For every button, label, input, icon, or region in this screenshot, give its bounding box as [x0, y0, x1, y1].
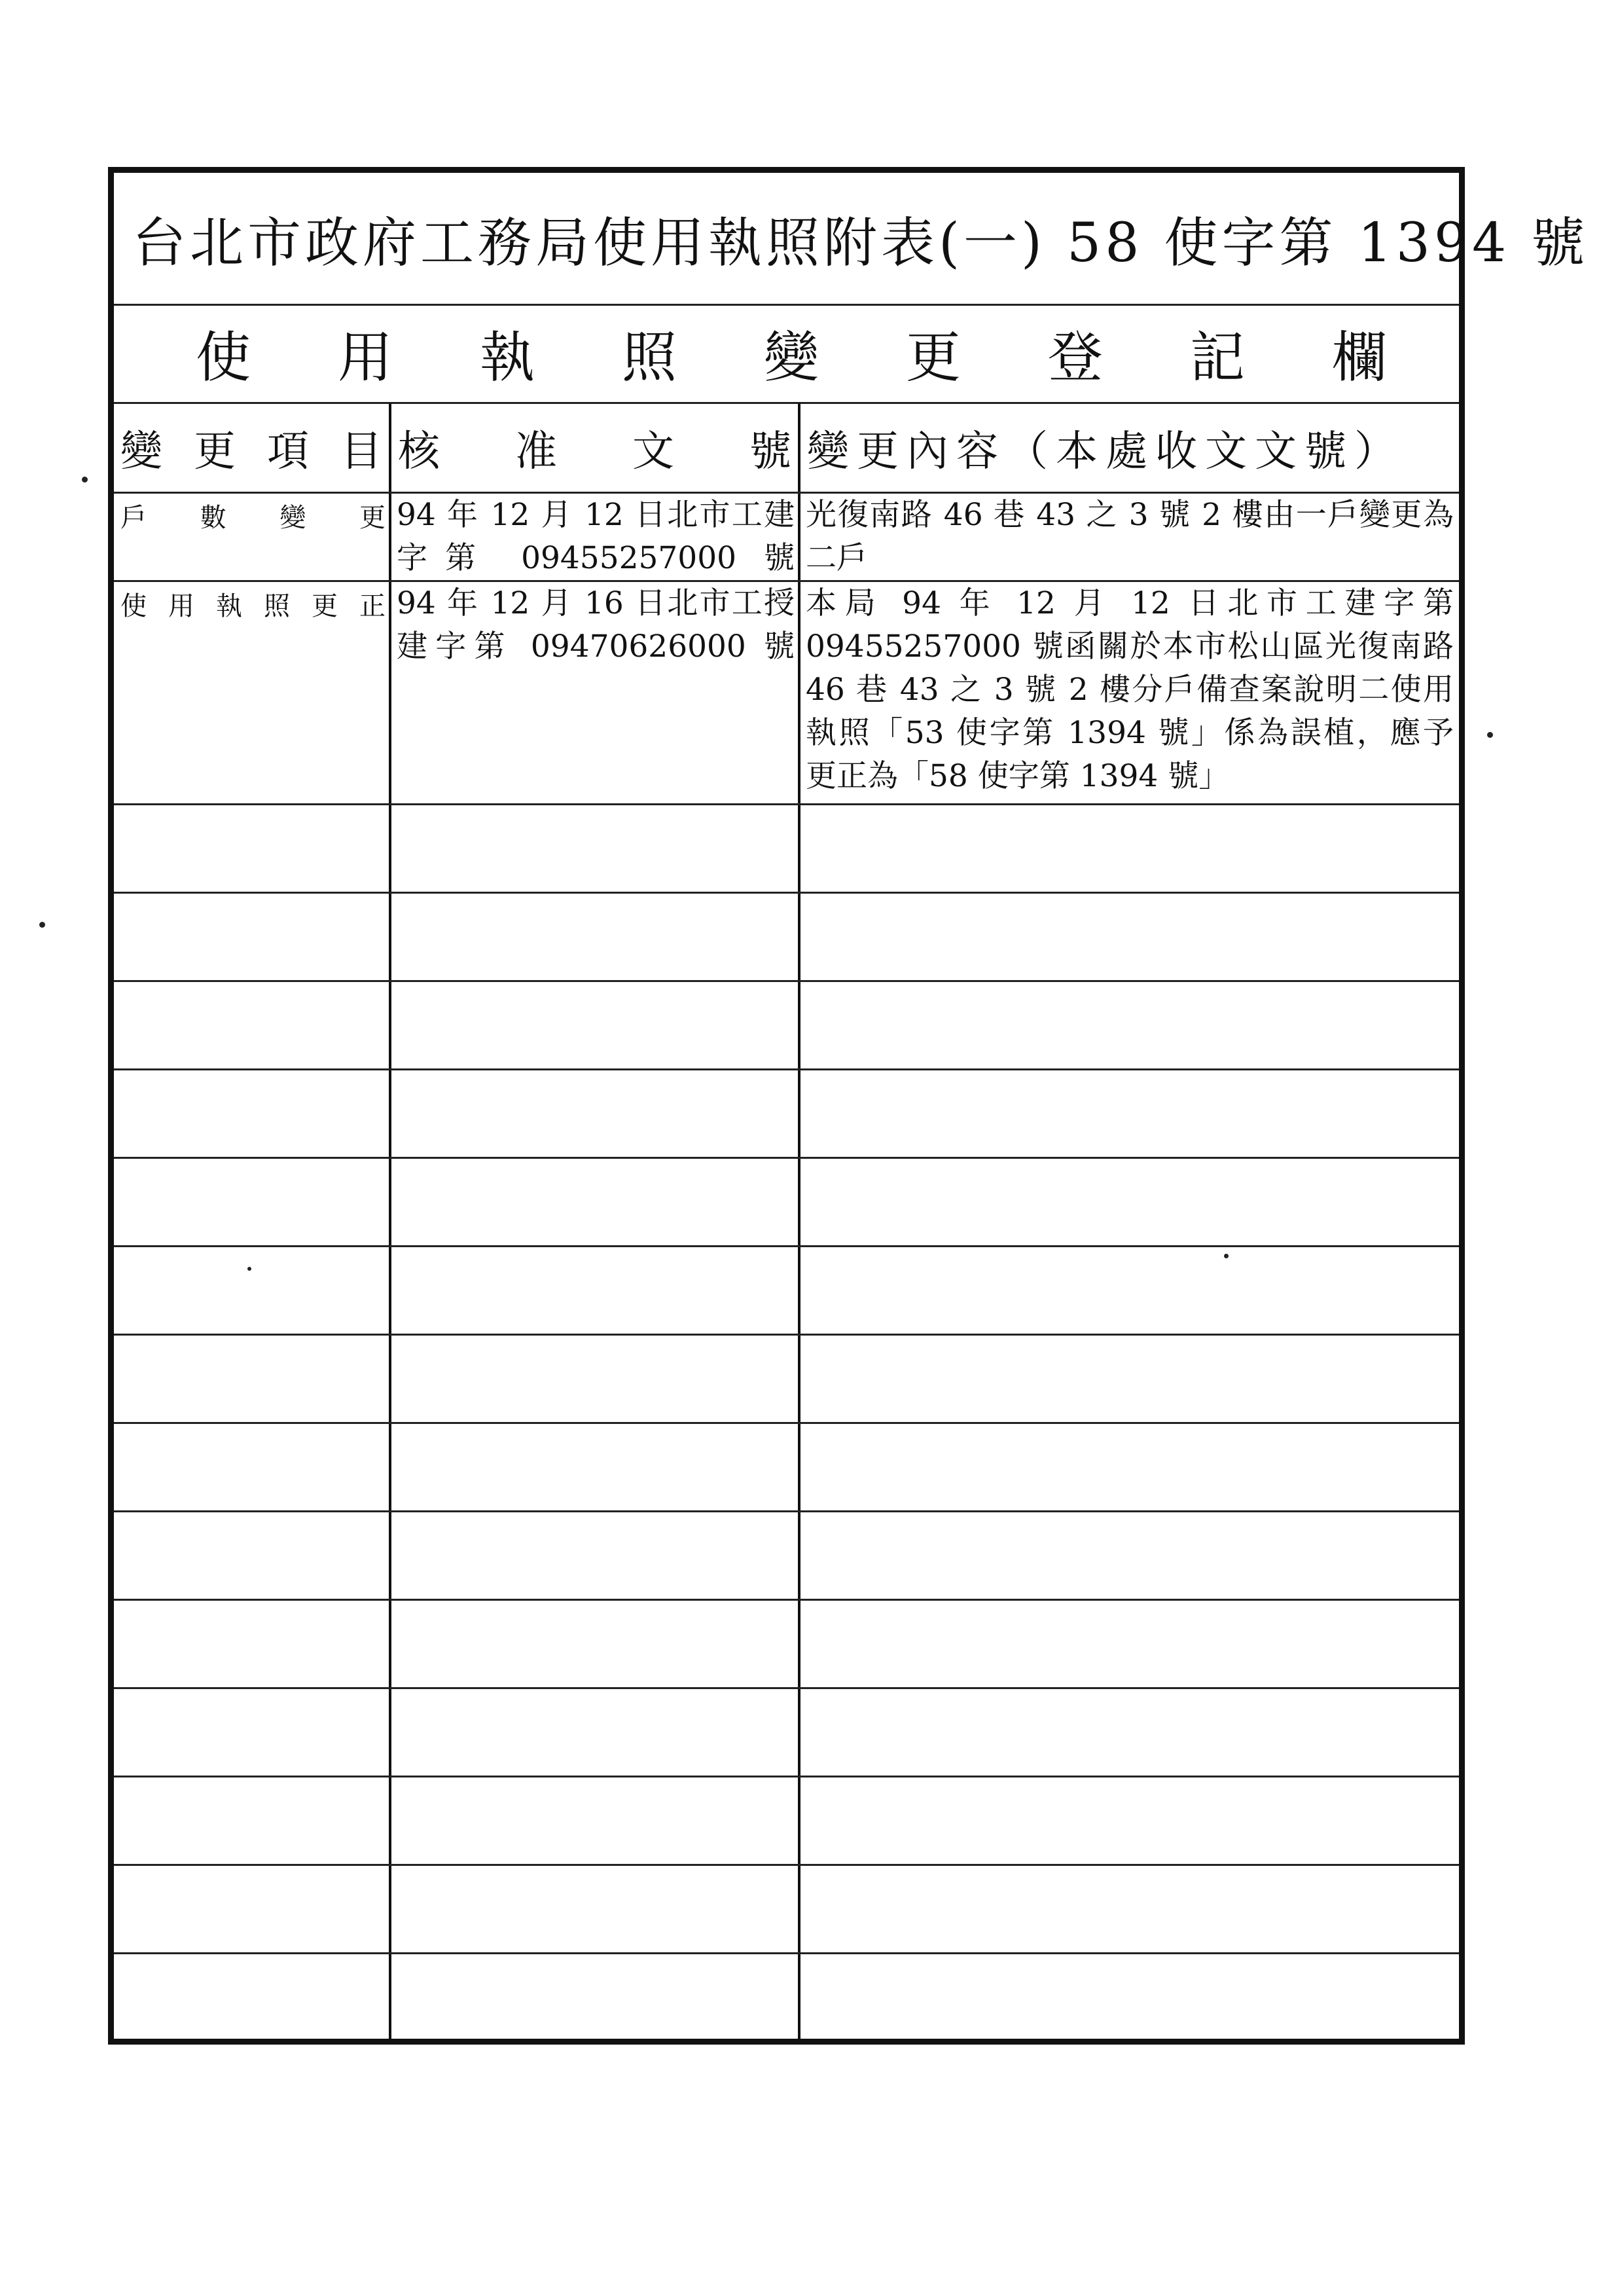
- row-divider: [114, 1334, 1459, 1336]
- header-char: 目: [340, 427, 382, 476]
- item-char: 更: [359, 503, 386, 533]
- approval-line: 94 年 12 月 16 日北市工授: [397, 585, 795, 621]
- item-char: 使: [120, 591, 147, 621]
- scan-speck: [247, 1267, 251, 1271]
- row-divider: [114, 1599, 1459, 1601]
- content-line: 09455257000 號函關於本市松山區光復南路: [806, 629, 1454, 665]
- register-heading-row: [114, 304, 1459, 404]
- approval-line: 建字第 09470626000 號: [397, 629, 795, 665]
- content-line: 二戶: [806, 540, 867, 576]
- register-heading-char: 使: [196, 325, 251, 390]
- item-char: 正: [359, 591, 386, 621]
- title-row: [114, 173, 1589, 306]
- row-2-approval: [397, 582, 795, 668]
- register-heading-char: 用: [337, 325, 393, 390]
- content-line: 46 巷 43 之 3 號 2 樓分戶備查案說明二使用: [806, 672, 1454, 708]
- row-divider: [114, 1157, 1459, 1159]
- row-divider: [114, 1952, 1459, 1954]
- column-header-content: [800, 403, 1459, 492]
- column-divider: [389, 403, 391, 2040]
- register-heading-char: 變: [763, 325, 819, 390]
- column-header-item: [114, 403, 389, 492]
- header-char: 變: [120, 427, 162, 476]
- register-heading-char: 欄: [1331, 325, 1387, 390]
- column-header-approval: [391, 403, 798, 492]
- scan-speck: [39, 922, 45, 928]
- row-2-item: [120, 585, 386, 628]
- item-char: 用: [168, 591, 194, 621]
- scan-speck: [82, 477, 88, 483]
- row-divider: [114, 1864, 1459, 1866]
- content-line: 更正為「58 使字第 1394 號」: [806, 758, 1230, 794]
- register-heading-char: 更: [905, 325, 961, 390]
- scan-speck: [1224, 1254, 1229, 1258]
- register-heading-char: 登: [1047, 325, 1103, 390]
- row-2-content: [806, 582, 1454, 802]
- item-char: 執: [216, 591, 242, 621]
- row-1-approval: [397, 494, 795, 580]
- column-divider: [798, 403, 800, 2040]
- content-line: 光復南路 46 巷 43 之 3 號 2 樓由一戶變更為: [806, 497, 1454, 533]
- header-char: 文: [632, 427, 674, 476]
- row-divider: [114, 1776, 1459, 1777]
- header-char: 號: [749, 427, 791, 476]
- approval-line: 94 年 12 月 12 日北市工建: [397, 497, 795, 533]
- row-divider: [114, 1422, 1459, 1424]
- header-char: 核: [398, 427, 440, 476]
- register-heading: [114, 304, 1459, 402]
- row-divider: [114, 1510, 1459, 1512]
- item-char: 變: [279, 503, 306, 533]
- row-divider: [114, 1068, 1459, 1070]
- row-1-item: [120, 496, 386, 539]
- header-char: 更: [194, 427, 236, 476]
- scan-speck: [1487, 732, 1493, 738]
- item-char: 數: [200, 503, 226, 533]
- row-divider: [114, 803, 1459, 805]
- content-line: 本局 94 年 12 月 12 日北市工建字第: [806, 585, 1454, 621]
- header-char: 准: [515, 427, 557, 476]
- register-heading-char: 照: [621, 325, 677, 390]
- document-title: 台北市政府工務局使用執照附表(一) 58 使字第 1394 號: [132, 211, 1589, 274]
- item-char: 戶: [120, 503, 147, 533]
- row-divider: [114, 1245, 1459, 1247]
- approval-line: 字第 09455257000 號: [397, 540, 795, 576]
- register-heading-char: 記: [1189, 325, 1245, 390]
- item-char: 更: [312, 591, 338, 621]
- content-line: 執照「53 使字第 1394 號」係為誤植，應予: [806, 715, 1454, 751]
- content-header-label: 變更內容（本處收文文號）: [807, 427, 1404, 476]
- item-char: 照: [264, 591, 290, 621]
- row-divider: [114, 980, 1459, 982]
- row-divider: [114, 1687, 1459, 1689]
- permit-table-frame: [108, 167, 1589, 2045]
- register-heading-char: 執: [479, 325, 535, 390]
- row-1-content: [806, 494, 1454, 580]
- header-char: 項: [267, 427, 309, 476]
- row-divider: [114, 892, 1459, 894]
